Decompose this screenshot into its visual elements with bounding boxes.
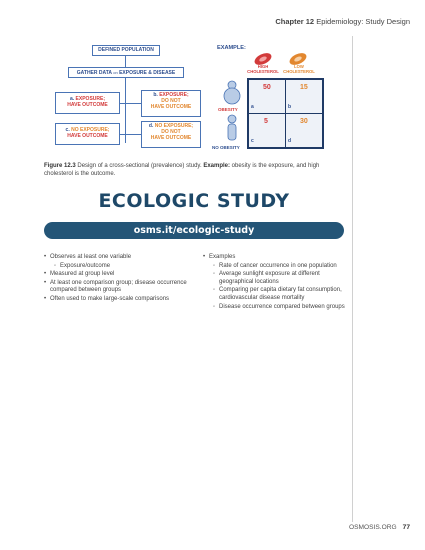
connector (125, 56, 126, 67)
list-item: • Observes at least one variable (44, 254, 194, 262)
cell-a: 50 a (249, 80, 285, 113)
cell-b: 15 b (286, 80, 322, 113)
box-a-exposure-outcome: a. EXPOSURE; HAVE OUTCOME (55, 92, 120, 114)
list-item: • Examples (203, 254, 353, 262)
list-subitem: ◦ Average sunlight exposure at different geographical locations (203, 271, 353, 286)
right-bullet-list (203, 254, 353, 312)
col-header-low: LOW CHOLESTEROL (283, 64, 315, 74)
gather-data-box: GATHER DATA on EXPOSURE & DISEASE (68, 67, 184, 78)
two-by-two-table (247, 78, 324, 149)
cell-d: 30 d (286, 114, 322, 147)
box-d-no-exposure-no-outcome: d. NO EXPOSURE; DO NOT HAVE OUTCOME (141, 121, 201, 148)
left-bullet-list (44, 254, 194, 305)
section-url-link[interactable]: osms.it/ecologic-study (44, 222, 344, 239)
list-subitem: ◦ Comparing per capita dietary fat consumption, cardiovascular disease mortality (203, 287, 353, 302)
chapter-label: Chapter 12 (275, 17, 315, 26)
row-header-no-obesity: NO OBESITY (212, 145, 240, 150)
cell-c: 5 c (249, 114, 285, 147)
thin-person-icon (225, 114, 239, 142)
box-b-exposure-no-outcome: b. EXPOSURE; DO NOT HAVE OUTCOME (141, 90, 201, 117)
connector (120, 134, 141, 135)
row-header-obesity: OBESITY (218, 107, 238, 112)
section-label: Epidemiology: Study Design (316, 17, 410, 26)
page-footer (349, 524, 410, 531)
list-subitem: ◦ Exposure/outcome (44, 263, 194, 271)
figure-caption: Figure 12.3 Design of a cross-sectional (prevalence) study. Example: obesity is the exposure, and high cholesterol is the outcome. (44, 163, 320, 177)
list-item: • At least one comparison group; disease occurrence compared between groups (44, 280, 194, 295)
list-item: • Often used to make large-scale comparisons (44, 296, 194, 304)
col-header-high: HIGH CHOLESTEROL (247, 64, 279, 74)
defined-population-box: DEFINED POPULATION (92, 45, 160, 56)
section-title: ECOLOGIC STUDY (98, 190, 290, 212)
page-number: 77 (402, 524, 410, 531)
list-item: • Measured at group level (44, 271, 194, 279)
example-title: EXAMPLE: (217, 45, 246, 51)
study-design-figure (0, 0, 425, 200)
list-subitem: ◦ Disease occurrence compared between groups (203, 304, 353, 312)
obese-person-icon (222, 80, 242, 106)
footer-site: OSMOSIS.ORG (349, 524, 397, 531)
list-subitem: ◦ Rate of cancer occurrence in one population (203, 263, 353, 271)
box-c-no-exposure-outcome: c. NO EXPOSURE; HAVE OUTCOME (55, 123, 120, 145)
connector (120, 103, 141, 104)
